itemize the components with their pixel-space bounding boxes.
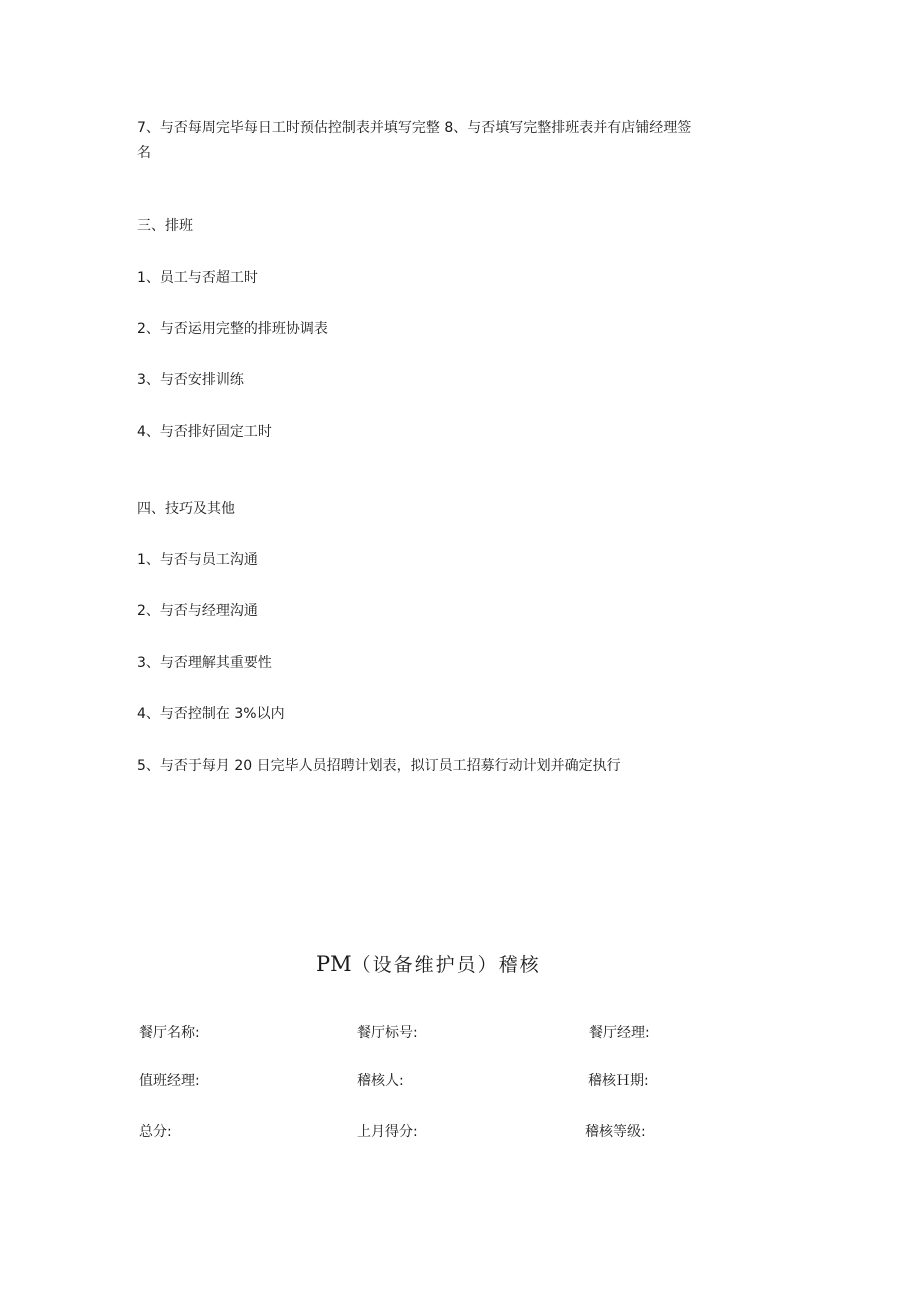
pm-audit-title [316, 950, 541, 979]
field-audit-grade: 稽核等级: [585, 1124, 646, 1140]
section-3-item-2: 2、与否运用完整的排班协调表 [137, 321, 328, 337]
section-3-item-1: 1、员工与否超工时 [137, 270, 258, 286]
field-auditor: 稽核人: [357, 1073, 404, 1089]
section-3-heading: 三、排班 [137, 218, 193, 234]
section-4-item-1: 1、与否与员工沟通 [137, 552, 258, 568]
section-3-item-3: 3、与否安排训练 [137, 372, 244, 388]
section-4-item-5: 5、与否于每月 20 日完毕人员招聘计划表，拟订员工招募行动计划并确定执行 [137, 758, 621, 774]
pm-title-prefix: PM [316, 952, 352, 976]
field-last-month-score: 上月得分: [357, 1124, 418, 1140]
field-total-score: 总分: [139, 1124, 172, 1140]
field-restaurant-name: 餐厅名称: [139, 1025, 200, 1041]
pm-title-rest: （设备维护员）稽核 [351, 954, 541, 976]
item-7-8-text: 7、与否每周完毕每日工时预估控制表并填写完整 8、与否填写完整排班表并有店铺经理签名 [137, 120, 692, 161]
section-4-heading: 四、技巧及其他 [137, 501, 235, 517]
field-restaurant-manager: 餐厅经理: [589, 1025, 650, 1041]
section-4-item-3: 3、与否理解其重要性 [137, 655, 272, 671]
field-restaurant-number: 餐厅标号: [357, 1025, 418, 1041]
section-3-item-4: 4、与否排好固定工时 [137, 424, 272, 440]
section-4-item-2: 2、与否与经理沟通 [137, 603, 258, 619]
field-audit-date: 稽核Ｈ期: [588, 1073, 649, 1089]
field-shift-manager: 值班经理: [139, 1073, 200, 1089]
section-4-item-4: 4、与否控制在 3%以内 [137, 706, 285, 722]
